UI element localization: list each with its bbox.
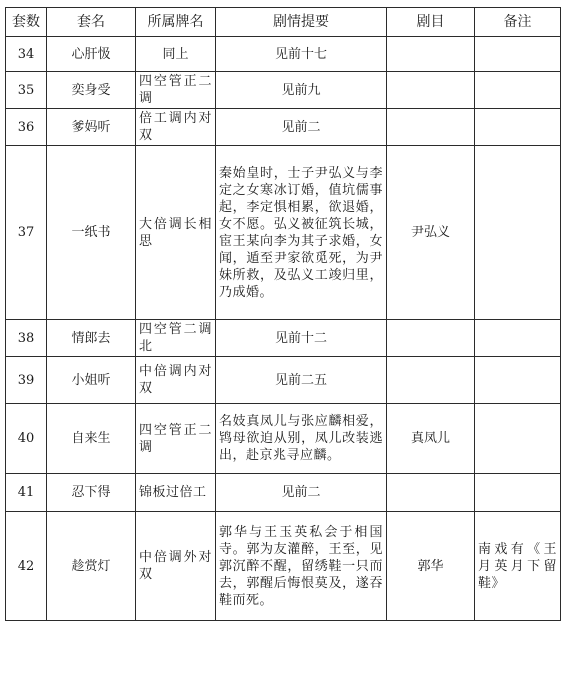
tune-name: 大倍调长相思: [136, 146, 216, 320]
remarks: [475, 37, 561, 72]
suite-name: 自来生: [47, 404, 136, 474]
plot-summary: 名妓真凤儿与张应麟相爱，鸨母欲迫从别，凤儿改装逃出，赴京兆寻应麟。: [216, 404, 387, 474]
play-title: [387, 357, 475, 404]
suite-name: 心肝忣: [47, 37, 136, 72]
plot-summary: 见前二: [216, 474, 387, 512]
suite-name: 忍下得: [47, 474, 136, 512]
table-row: [6, 109, 561, 146]
suite-number: 41: [6, 474, 47, 512]
header-suite-name: 套名: [47, 8, 136, 37]
plot-summary: 见前九: [216, 72, 387, 109]
header-remarks: 备注: [475, 8, 561, 37]
tune-name: 同上: [136, 37, 216, 72]
suite-name: 趁赏灯: [47, 512, 136, 621]
play-title: 尹弘义: [387, 146, 475, 320]
tune-name: 中倍调外对双: [136, 512, 216, 621]
table-row: [6, 37, 561, 72]
tune-name: 锦板过倍工: [136, 474, 216, 512]
plot-summary: 见前十二: [216, 320, 387, 357]
table-header-row: [6, 8, 561, 37]
suite-number: 39: [6, 357, 47, 404]
table-row: [6, 404, 561, 474]
suite-number: 38: [6, 320, 47, 357]
suite-number: 35: [6, 72, 47, 109]
document-page: [5, 7, 560, 666]
remarks: [475, 72, 561, 109]
plot-summary: 见前二五: [216, 357, 387, 404]
plot-summary: 见前二: [216, 109, 387, 146]
table-row: [6, 146, 561, 320]
play-title: [387, 37, 475, 72]
play-title: 真凤儿: [387, 404, 475, 474]
play-title: [387, 109, 475, 146]
suite-name: 小姐听: [47, 357, 136, 404]
remarks: [475, 109, 561, 146]
remarks: [475, 404, 561, 474]
remarks: 南戏有《王月英月下留鞋》: [475, 512, 561, 621]
play-title: 郭华: [387, 512, 475, 621]
header-plot-summary: 剧情提要: [216, 8, 387, 37]
suite-number: 42: [6, 512, 47, 621]
header-play-title: 剧目: [387, 8, 475, 37]
suite-number: 40: [6, 404, 47, 474]
tune-name: 四空管正二调: [136, 72, 216, 109]
tune-name: 中倍调内对双: [136, 357, 216, 404]
plot-summary: 郭华与王玉英私会于相国寺。郭为友灌醉，王至，见郭沉醉不醒，留绣鞋一只而去，郭醒后悔恨莫及，遂吞鞋而死。: [216, 512, 387, 621]
table-row: [6, 357, 561, 404]
suite-number: 36: [6, 109, 47, 146]
suite-name: 情郎去: [47, 320, 136, 357]
suite-number: 34: [6, 37, 47, 72]
plot-summary: 见前十七: [216, 37, 387, 72]
song-suite-table: [5, 7, 561, 621]
suite-name: 奕身受: [47, 72, 136, 109]
table-row: [6, 474, 561, 512]
suite-name: 爹妈听: [47, 109, 136, 146]
remarks: [475, 146, 561, 320]
suite-number: 37: [6, 146, 47, 320]
play-title: [387, 72, 475, 109]
table-row: [6, 320, 561, 357]
table-row: [6, 512, 561, 621]
remarks: [475, 320, 561, 357]
header-tune-name: 所属牌名: [136, 8, 216, 37]
remarks: [475, 357, 561, 404]
header-suite-number: 套数: [6, 8, 47, 37]
play-title: [387, 474, 475, 512]
table-row: [6, 72, 561, 109]
tune-name: 倍工调内对双: [136, 109, 216, 146]
tune-name: 四空管二调北: [136, 320, 216, 357]
play-title: [387, 320, 475, 357]
tune-name: 四空管正二调: [136, 404, 216, 474]
suite-name: 一纸书: [47, 146, 136, 320]
plot-summary: 秦始皇时，士子尹弘义与李定之女寒冰订婚，值坑儒事起，李定惧相累，欲退婚，女不愿。弘义被征筑长城，宦王某向李为其子求婚，女闻，遁至尹家欲觅死，为尹妹所救，及弘义工竣归里，乃成婚。: [216, 146, 387, 320]
remarks: [475, 474, 561, 512]
